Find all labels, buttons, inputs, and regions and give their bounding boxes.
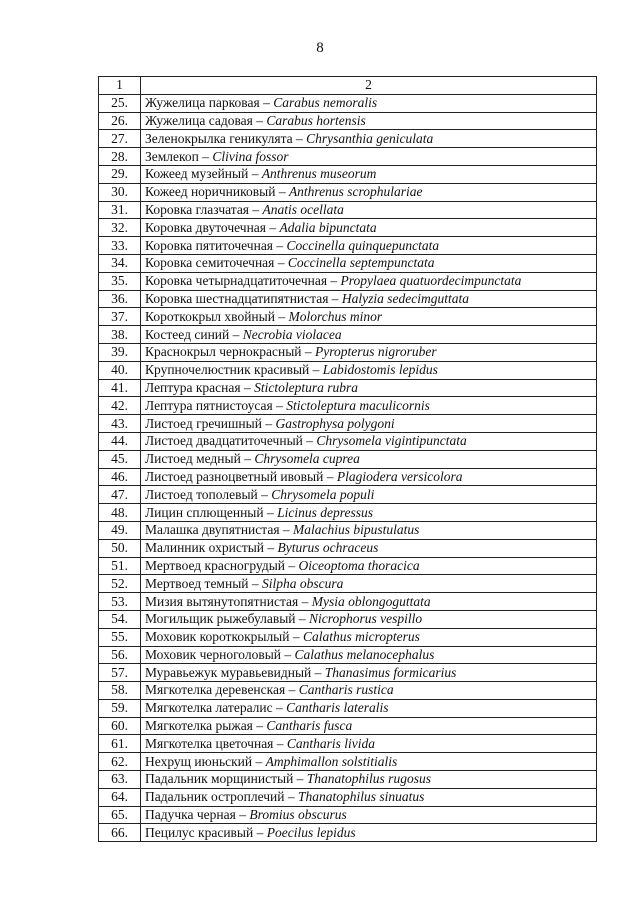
species-name-cell [141,664,597,682]
russian-name: Нехрущ июньский [145,753,253,769]
latin-name: Labidostomis lepidus [322,362,438,378]
name-separator: – [240,379,255,395]
name-separator: – [293,771,307,787]
species-name-cell [141,379,597,397]
name-separator: – [259,95,274,111]
table-row [99,237,597,255]
species-table-body [99,77,597,842]
species-name-cell [141,112,597,130]
table-row [99,557,597,575]
latin-name: Calathus micropterus [302,629,420,645]
row-number: 39. [99,343,141,361]
species-name-cell [141,646,597,664]
row-number: 62. [99,753,141,771]
latin-name: Chrysomela vigintipunctata [316,433,467,449]
row-number: 42. [99,397,141,415]
species-name-cell [141,254,597,272]
russian-name: Мертвоед темный [145,575,249,591]
species-name-cell [141,272,597,290]
species-name-cell [141,753,597,771]
row-number: 30. [99,183,141,201]
species-name-cell [141,504,597,522]
latin-name: Halyzia sedecimguttata [341,290,470,306]
species-name-cell [141,468,597,486]
table-row [99,521,597,539]
name-separator: – [253,824,267,840]
name-separator: – [249,201,263,217]
table-row [99,646,597,664]
table-row [99,717,597,735]
latin-name: Gastrophysa polygoni [275,415,395,431]
species-table [98,76,597,842]
name-separator: – [273,735,287,751]
table-row [99,771,597,789]
table-row [99,112,597,130]
table-row [99,610,597,628]
table-row [99,326,597,344]
russian-name: Муравьежук муравьевидный [145,664,312,680]
row-number: 63. [99,771,141,789]
russian-name: Мягкотелка латералис [145,700,273,716]
russian-name: Падальник морщинистый [145,771,294,787]
latin-name: Coccinella septempunctata [287,255,435,271]
table-row [99,699,597,717]
name-separator: – [272,397,287,413]
russian-name: Малашка двупятнистая [145,522,280,538]
row-number: 64. [99,788,141,806]
row-number: 26. [99,112,141,130]
table-row [99,468,597,486]
table-row [99,593,597,611]
column-name-header: 2 [141,77,597,95]
species-name-cell [141,237,597,255]
table-row [99,361,597,379]
row-number: 52. [99,575,141,593]
table-row [99,432,597,450]
column-number-header: 1 [99,77,141,95]
latin-name: Clivina fossor [212,148,289,164]
latin-name: Chrysanthia geniculata [306,130,434,146]
species-name-cell [141,682,597,700]
species-name-cell [141,308,597,326]
species-name-cell [141,575,597,593]
table-row [99,254,597,272]
russian-name: Коровка четырнадцатиточечная [145,273,328,289]
russian-name: Зеленокрылка геникулята [145,130,293,146]
row-number: 55. [99,628,141,646]
russian-name: Пецилус красивый [145,824,254,840]
latin-name: Chrysomela populi [271,486,375,502]
name-separator: – [323,468,337,484]
russian-name: Листоед гречишный [145,415,262,431]
table-row [99,290,597,308]
row-number: 36. [99,290,141,308]
latin-name: Adalia bipunctata [279,219,377,235]
name-separator: – [311,664,325,680]
species-name-cell [141,148,597,166]
latin-name: Cantharis livida [286,735,376,751]
species-name-cell [141,735,597,753]
latin-name: Nicrophorus vespillo [309,611,423,627]
row-number: 53. [99,593,141,611]
row-number: 35. [99,272,141,290]
russian-name: Лептура пятнистоусая [145,397,273,413]
latin-name: Stictoleptura rubra [254,379,358,395]
row-number: 57. [99,664,141,682]
species-name-cell [141,290,597,308]
latin-name: Silpha obscura [262,575,344,591]
russian-name: Землекоп [145,148,199,164]
row-number: 65. [99,806,141,824]
row-number: 56. [99,646,141,664]
row-number: 54. [99,610,141,628]
name-separator: – [309,362,323,378]
latin-name: Stictoleptura maculicornis [286,397,430,413]
russian-name: Могильщик рыжебулавый [145,611,296,627]
latin-name: Thanatophilus rugosus [306,771,431,787]
latin-name: Thanatophilus sinuatus [298,789,425,805]
species-name-cell [141,557,597,575]
species-name-cell [141,699,597,717]
table-row [99,201,597,219]
russian-name: Жужелица садовая [145,112,253,128]
table-header-row [99,77,597,95]
name-separator: – [257,486,272,502]
page-number: 8 [316,40,324,56]
russian-name: Коровка глазчатая [145,201,250,217]
latin-name: Oiceoptoma thoracica [298,557,420,573]
latin-name: Mysia oblongoguttata [311,593,431,609]
russian-name: Моховик короткокрылый [145,629,290,645]
latin-name: Poecilus lepidus [266,824,356,840]
russian-name: Падучка черная [145,807,236,823]
row-number: 48. [99,504,141,522]
table-row [99,130,597,148]
name-separator: – [281,646,295,662]
russian-name: Лицин сплющенный [145,504,264,520]
latin-name: Plagiodera versicolora [336,468,463,484]
russian-name: Мягкотелка рыжая [145,718,253,734]
table-row [99,272,597,290]
table-row [99,735,597,753]
latin-name: Licinus depressus [277,504,373,520]
table-row [99,682,597,700]
table-row [99,397,597,415]
name-separator: – [248,166,262,182]
row-number: 58. [99,682,141,700]
table-row [99,753,597,771]
table-row [99,575,597,593]
row-number: 34. [99,254,141,272]
name-separator: – [292,130,307,146]
name-separator: – [295,611,309,627]
row-number: 41. [99,379,141,397]
row-number: 61. [99,735,141,753]
row-number: 27. [99,130,141,148]
species-name-cell [141,397,597,415]
name-separator: – [327,273,341,289]
row-number: 59. [99,699,141,717]
russian-name: Мертвоед красногрудый [145,557,285,573]
name-separator: – [279,522,294,538]
row-number: 43. [99,415,141,433]
species-name-cell [141,717,597,735]
russian-name: Кожеед музейный [145,166,249,182]
latin-name: Molorchus minor [288,308,383,324]
species-name-cell [141,593,597,611]
species-name-cell [141,326,597,344]
name-separator: – [263,504,278,520]
latin-name: Chrysomela cuprea [254,451,360,467]
russian-name: Краснокрыл чернокрасный [145,344,302,360]
latin-name: Byturus ochraceus [277,540,379,556]
table-row [99,343,597,361]
latin-name: Anthrenus museorum [261,166,377,182]
species-name-cell [141,486,597,504]
russian-name: Коровка пятиточечная [145,237,274,253]
latin-name: Anthrenus scrophulariae [288,184,423,200]
species-name-cell [141,343,597,361]
name-separator: – [274,255,288,271]
row-number: 28. [99,148,141,166]
russian-name: Малинник охристый [145,540,265,556]
species-name-cell [141,806,597,824]
table-row [99,788,597,806]
name-separator: – [302,433,317,449]
name-separator: – [235,807,250,823]
species-name-cell [141,94,597,112]
russian-name: Мизия вытянутопятнистая [145,593,299,609]
russian-name: Коровка семиточечная [145,255,275,271]
name-separator: – [275,184,289,200]
russian-name: Листоед разноцветный ивовый [145,468,324,484]
species-name-cell [141,219,597,237]
name-separator: – [298,593,312,609]
russian-name: Листоед медный [145,451,241,467]
table-row [99,308,597,326]
name-separator: – [248,575,262,591]
row-number: 32. [99,219,141,237]
name-separator: – [284,789,298,805]
latin-name: Malachius bipustulatus [293,522,420,538]
russian-name: Падальник остроплечий [145,789,285,805]
name-separator: – [289,629,303,645]
russian-name: Листоед двадцатиточечный [145,433,303,449]
row-number: 33. [99,237,141,255]
row-number: 47. [99,486,141,504]
latin-name: Bromius obscurus [249,807,347,823]
species-name-cell [141,130,597,148]
latin-name: Propylaea quatuordecimpunctata [340,273,522,289]
table-row [99,806,597,824]
table-row [99,183,597,201]
table-row [99,539,597,557]
row-number: 60. [99,717,141,735]
latin-name: Anatis ocellata [262,201,344,217]
table-row [99,148,597,166]
row-number: 44. [99,432,141,450]
latin-name: Calathus melanocephalus [294,646,435,662]
russian-name: Мягкотелка деревенская [145,682,286,698]
name-separator: – [274,308,289,324]
russian-name: Листоед тополевый [145,486,258,502]
row-number: 49. [99,521,141,539]
russian-name: Коровка двуточечная [145,219,266,235]
species-name-cell [141,432,597,450]
species-name-cell [141,521,597,539]
name-separator: – [273,237,287,253]
name-separator: – [198,148,213,164]
row-number: 31. [99,201,141,219]
latin-name: Necrobia violacea [242,326,342,342]
row-number: 37. [99,308,141,326]
latin-name: Coccinella quinquepunctata [286,237,440,253]
latin-name: Cantharis rustica [298,682,394,698]
species-name-cell [141,788,597,806]
russian-name: Жужелица парковая [145,95,260,111]
table-row [99,219,597,237]
species-name-cell [141,450,597,468]
latin-name: Amphimallon solstitialis [265,753,398,769]
russian-name: Мягкотелка цветочная [145,735,274,751]
russian-name: Крупночелюстник красивый [145,362,310,378]
latin-name: Carabus nemoralis [273,95,378,111]
russian-name: Кожеед норичниковый [145,184,276,200]
row-number: 40. [99,361,141,379]
russian-name: Короткокрыл хвойный [145,308,275,324]
row-number: 66. [99,824,141,842]
row-number: 46. [99,468,141,486]
row-number: 38. [99,326,141,344]
name-separator: – [285,682,299,698]
species-name-cell [141,771,597,789]
species-name-cell [141,415,597,433]
latin-name: Thanasimus formicarius [324,664,457,680]
table-row [99,450,597,468]
name-separator: – [266,219,280,235]
latin-name: Cantharis lateralis [286,700,389,716]
latin-name: Cantharis fusca [266,718,353,734]
latin-name: Pyropterus nigroruber [315,344,437,360]
species-name-cell [141,610,597,628]
table-row [99,486,597,504]
table-row [99,379,597,397]
name-separator: – [252,112,267,128]
row-number: 50. [99,539,141,557]
name-separator: – [301,344,316,360]
name-separator: – [261,415,276,431]
table-row [99,504,597,522]
russian-name: Коровка шестнадцатипятнистая [145,290,329,306]
table-row [99,824,597,842]
species-name-cell [141,165,597,183]
species-name-cell [141,361,597,379]
russian-name: Лептура красная [145,379,241,395]
name-separator: – [328,290,342,306]
latin-name: Carabus hortensis [266,112,366,128]
species-name-cell [141,628,597,646]
name-separator: – [264,540,278,556]
name-separator: – [229,326,243,342]
row-number: 51. [99,557,141,575]
name-separator: – [240,451,255,467]
table-row [99,165,597,183]
name-separator: – [272,700,287,716]
row-number: 25. [99,94,141,112]
species-name-cell [141,183,597,201]
table-row [99,664,597,682]
row-number: 45. [99,450,141,468]
species-name-cell [141,824,597,842]
table-row [99,628,597,646]
table-row [99,94,597,112]
name-separator: – [284,557,299,573]
row-number: 29. [99,165,141,183]
russian-name: Моховик черноголовый [145,646,282,662]
species-name-cell [141,539,597,557]
name-separator: – [252,753,266,769]
table-row [99,415,597,433]
russian-name: Костеед синий [145,326,230,342]
species-name-cell [141,201,597,219]
name-separator: – [252,718,267,734]
